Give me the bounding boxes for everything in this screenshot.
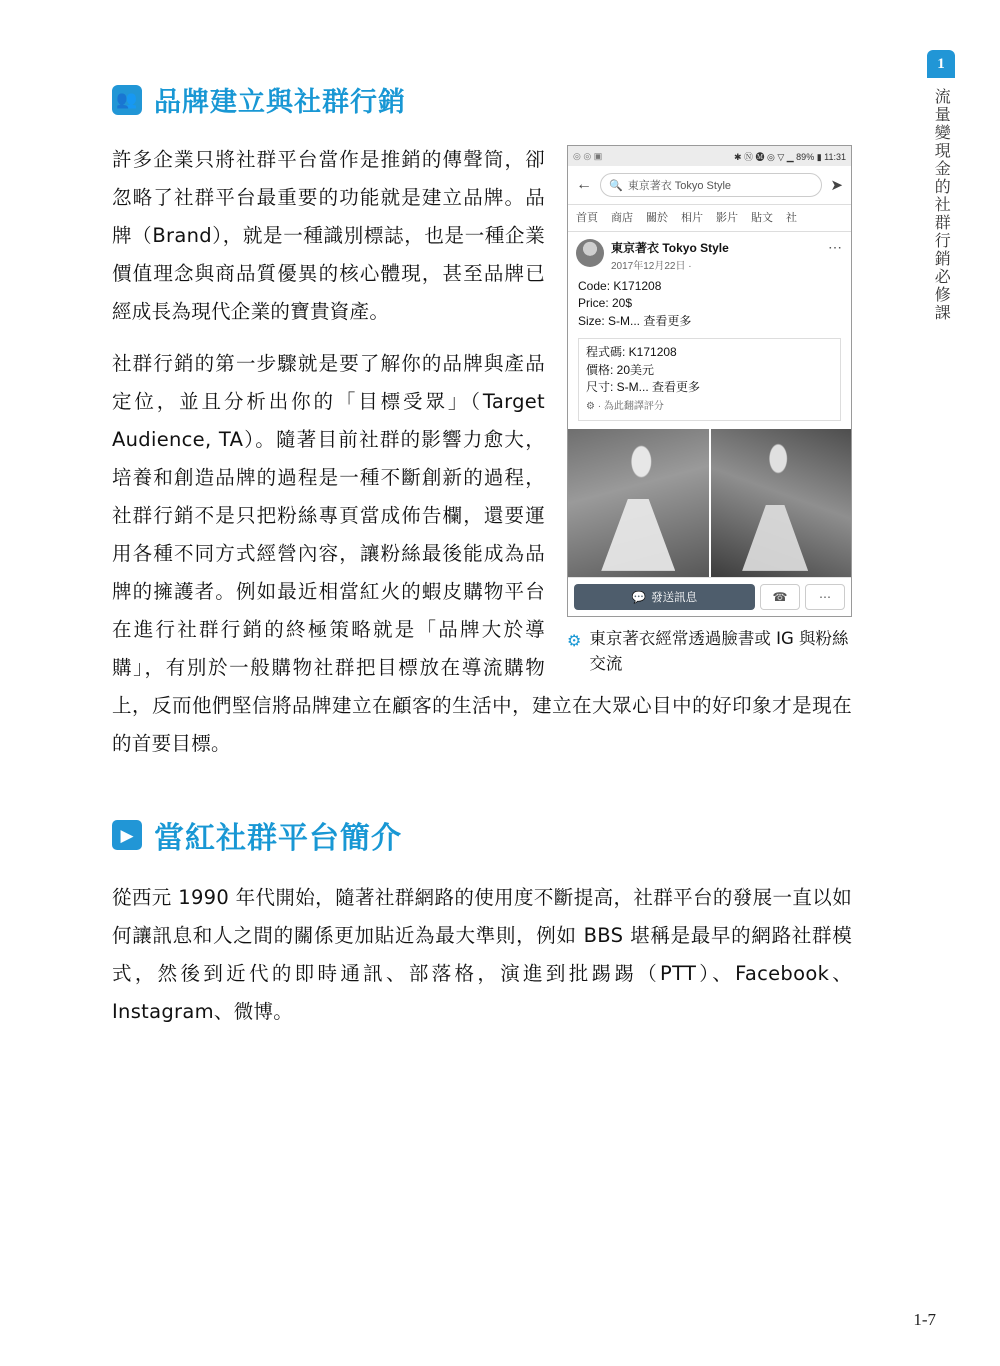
figure-phone-screenshot (567, 145, 852, 676)
post-action-bar (568, 577, 851, 616)
tab-photos[interactable]: 相片 (681, 212, 703, 224)
phone-mockup (567, 145, 852, 617)
phone-status-bar (568, 146, 851, 166)
people-icon: 👥 (112, 85, 142, 115)
search-input[interactable] (600, 173, 822, 197)
share-icon[interactable]: ➤ (830, 177, 843, 194)
paragraph-3: 從西元 1990 年代開始，隨著社群網路的使用度不斷提高，社群平台的發展一直以如何讓訊息和人之間的關係更加貼近為最大準則，例如 BBS 堪稱是最早的網路社群模式，然後到近代的即時通訊、部落格，演進到批踢踢（PTT）、Facebook、Instagram、微博。 (112, 886, 852, 1024)
figure-caption-text: 東京著衣經常透過臉書或 IG 與粉絲交流 (589, 628, 849, 673)
tab-posts[interactable]: 貼文 (751, 212, 773, 224)
translation-rating-label: · 為此翻譯評分 (597, 401, 664, 413)
gear-small-icon: ⚙ (586, 401, 595, 413)
search-icon: 🔍 (609, 179, 623, 192)
tab-about[interactable]: 關於 (646, 212, 668, 224)
phone-icon[interactable]: ☎ (760, 584, 800, 610)
section-title-2: 當紅社群平台簡介 (154, 821, 402, 857)
phone-search-row (568, 166, 851, 205)
avatar (576, 239, 604, 267)
more-options-icon[interactable]: ⋯ (828, 239, 843, 255)
status-right-icons: ✱ Ⓝ 🅜 ◎ ▽ ▁ 89% ▮ 11:31 (733, 151, 846, 162)
tab-home[interactable]: 首頁 (576, 212, 598, 224)
page-content (112, 80, 852, 1045)
model-photo-right[interactable] (711, 429, 852, 577)
post-translation (578, 338, 841, 421)
post-date: 2017年12月22日 · (611, 261, 692, 272)
translation-line-size[interactable]: 尺寸: S-M... 查看更多 (586, 379, 701, 394)
send-message-label: 發送訊息 (651, 591, 698, 604)
post-line-code: Code: K171208 (578, 279, 662, 293)
messenger-icon: 💬 (631, 591, 647, 604)
tab-community[interactable]: 社 (786, 212, 797, 224)
figure-caption (567, 627, 852, 677)
post-text (568, 276, 851, 336)
arrow-left-icon[interactable]: ← (576, 176, 592, 193)
phone-tab-bar (568, 205, 851, 232)
send-message-button[interactable] (574, 584, 755, 610)
page-number: 1-7 (913, 1310, 936, 1329)
video-play-icon: ▶ (112, 820, 142, 850)
ellipsis-icon[interactable]: ⋯ (805, 584, 845, 610)
section-heading-2 (112, 813, 852, 857)
post-line-price: Price: 20$ (578, 296, 633, 311)
post-header (568, 232, 851, 276)
translation-line-code: 程式碼: K171208 (586, 345, 677, 360)
paragraph-2: 社群行銷的第一步驟就是要了解你的品牌與產品定位，並且分析出你的「目標受眾」（Target Audience, TA）。隨著目前社群的影響力愈大，培養和創造品牌的過程是一種不斷創新的過程，社群行銷不是只把粉絲專頁當成佈告欄，還要運用各種不同方式經營內容，讓粉絲最後能成為品牌的擁護者。例如最近相當紅火的蝦皮購物平台在進行社群行銷的終極策略就是「品牌大於導購」，有別於一般購物社群把目標放在導流購物上，反而他們堅信將品牌建立在顧客的生活中，建立在大眾心目中的好印象才是現在的首要目標。 (112, 352, 852, 756)
gear-icon: ⚙ (567, 630, 582, 650)
translation-rating[interactable] (586, 400, 833, 415)
paragraph-1: 許多企業只將社群平台當作是推銷的傳聲筒，卻忽略了社群平台最重要的功能就是建立品牌。品牌（Brand），就是一種識別標誌，也是一種企業價值理念與商品質優異的核心體現，甚至品牌已經成長為現代企業的寶貴資產。 (112, 148, 545, 324)
chapter-side-tab (906, 50, 976, 322)
page-name: 東京著衣 Tokyo Style (611, 241, 729, 255)
status-left-icons: ◎ ◎ ▣ (573, 150, 603, 161)
section-heading-1 (112, 80, 852, 119)
search-value: 東京著衣 Tokyo Style (627, 180, 732, 192)
post-line-size[interactable]: Size: S-M... 查看更多 (578, 313, 692, 328)
model-photo-left[interactable] (568, 429, 709, 577)
chapter-number: 1 (927, 50, 955, 78)
post-photos (568, 429, 851, 577)
section-title-1: 品牌建立與社群行銷 (154, 87, 406, 118)
tab-videos[interactable]: 影片 (716, 212, 738, 224)
chapter-vertical-title: 流量變現金的社群行銷必修課 (932, 88, 952, 322)
tab-shop[interactable]: 商店 (611, 212, 633, 224)
translation-line-price: 價格: 20美元 (586, 362, 655, 377)
